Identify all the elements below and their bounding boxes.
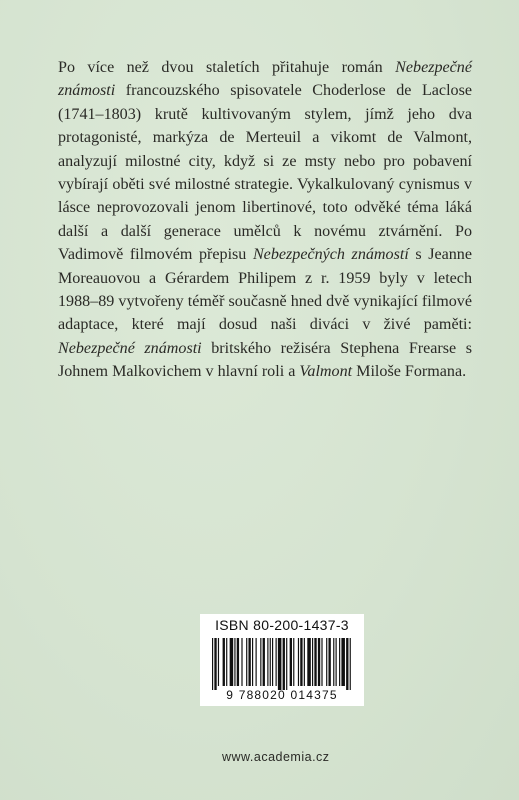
barcode-bar bbox=[326, 638, 327, 686]
barcode-box bbox=[200, 614, 364, 706]
barcode-bar bbox=[298, 638, 299, 686]
blurb-segment: s Jeanne Moreauovou a Gérardem Philipem z r. 1959 byly v letech 1988–89 vytvořeny téměř současně hned dvě vynikající filmové adaptace, které mají dosud naši diváci v živé paměti: bbox=[58, 246, 472, 334]
barcode-bar bbox=[350, 638, 351, 690]
barcode-bar bbox=[304, 638, 305, 686]
barcode-bar bbox=[256, 638, 257, 686]
barcode-bar bbox=[226, 638, 227, 686]
barcode-bar bbox=[237, 638, 239, 686]
blurb-segment: Miloše Formana. bbox=[352, 363, 467, 381]
barcode-bar bbox=[276, 638, 277, 686]
barcode-bar bbox=[234, 638, 235, 686]
barcode-bar bbox=[260, 638, 261, 686]
barcode-bar bbox=[218, 638, 219, 686]
publisher-url: www.academia.cz bbox=[222, 750, 330, 764]
barcode-bar bbox=[300, 638, 302, 686]
book-title: Nebezpečné známosti bbox=[58, 59, 472, 100]
barcode-bar bbox=[339, 638, 340, 686]
barcode-bar bbox=[212, 638, 213, 690]
barcode-bar bbox=[263, 638, 265, 686]
barcode-image bbox=[212, 638, 352, 690]
blurb-segment: britského režiséra Stephena Frearse s Johnem Malkovichem v hlavní roli a bbox=[58, 339, 473, 381]
barcode-bar bbox=[270, 638, 271, 686]
blurb-paragraph bbox=[58, 56, 472, 384]
barcode-bar bbox=[252, 638, 253, 686]
barcode-bar bbox=[341, 638, 345, 686]
blurb-segment: Po více než dvou staletích přitahuje román bbox=[58, 59, 396, 76]
barcode-bar bbox=[290, 638, 292, 686]
barcode-bar bbox=[283, 638, 285, 690]
barcode-bar bbox=[307, 638, 311, 686]
barcode-bar bbox=[286, 638, 287, 690]
book-title-genitive: Nebezpečných známostí bbox=[252, 246, 409, 264]
barcode-bar bbox=[223, 638, 225, 686]
barcode-bar bbox=[248, 638, 250, 686]
barcode-bar bbox=[293, 638, 294, 686]
barcode-bar bbox=[272, 638, 273, 686]
barcode-bar bbox=[214, 638, 216, 690]
film-title-forman: Valmont bbox=[299, 363, 353, 381]
barcode-bar bbox=[278, 638, 282, 690]
film-title-frears: Nebezpečné známosti bbox=[58, 339, 202, 357]
barcode-bar bbox=[230, 638, 234, 686]
barcode-bar bbox=[246, 638, 247, 686]
barcode-bar bbox=[318, 638, 320, 686]
blurb-text bbox=[58, 56, 472, 384]
barcode-bar bbox=[267, 638, 268, 686]
barcode-bar bbox=[328, 638, 330, 686]
isbn-label: ISBN 80-200-1437-3 bbox=[215, 617, 349, 633]
barcode-bar bbox=[333, 638, 334, 686]
barcode-bar bbox=[312, 638, 313, 686]
barcode-bar bbox=[336, 638, 337, 686]
barcode-bar bbox=[321, 638, 322, 686]
blurb-segment: francouzského spisovatele Choderlose de Laclose (1741–1803) krutě kultivovaným stylem, jímž jeho dva protagonisté, markýza de Merteuil a vikomt de Valmont, analyzují milostné city, když si ze msty nebo pro pobavení vybírají oběti své milostné strategie. Vykalkulovaný cynismus v lásce neprovozovali jenom libertinové, toto odvěké téma láká další a další generace umělců k novému ztvárnění. Po Vadimově filmovém přepisu bbox=[58, 82, 472, 264]
ean-digits: 9 788020 014375 bbox=[226, 688, 338, 702]
barcode-bar bbox=[314, 638, 316, 686]
barcode-bar bbox=[346, 638, 348, 690]
barcode-bar bbox=[241, 638, 242, 686]
